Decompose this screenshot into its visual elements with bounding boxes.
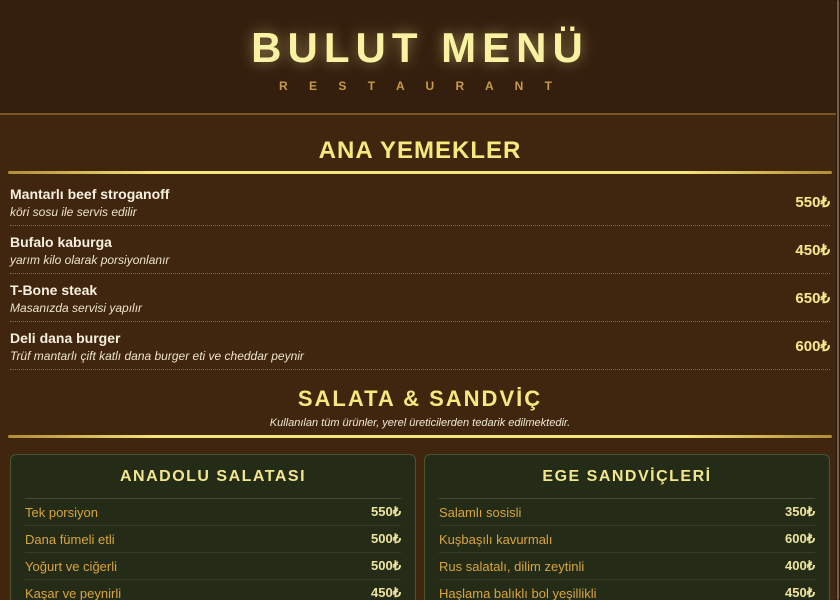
main-dishes-heading: ANA YEMEKLER [318, 137, 522, 164]
menu-item-price: 450₺ [795, 241, 830, 259]
panel-item-name: Yoğurt ve ciğerli [25, 558, 118, 574]
scrollbar-track[interactable] [836, 0, 840, 600]
sandwich-panel [424, 454, 830, 600]
panel-item-price: 450₺ [785, 585, 815, 600]
restaurant-subtitle: R E S T A U R A N T [279, 79, 561, 93]
panel-item [25, 580, 401, 600]
panel-item-price: 400₺ [785, 558, 815, 573]
panel-item [25, 499, 401, 526]
menu-item-price: 600₺ [795, 337, 830, 355]
restaurant-title: BULUT MENÜ [251, 24, 589, 71]
salad-sandwich-section [0, 370, 840, 600]
menu-item-price: 550₺ [795, 193, 830, 211]
menu-item-description: Trüf mantarlı çift katlı dana burger eti ve cheddar peynir [10, 349, 304, 363]
menu-item [10, 226, 830, 274]
panel-item-price: 600₺ [785, 531, 815, 546]
menu-header [0, 0, 840, 115]
panel-item [439, 580, 815, 600]
menu-item-description: köri sosu ile servis edilir [10, 205, 137, 219]
dish-list [0, 174, 840, 370]
menu-item [10, 178, 830, 226]
panel-item-name: Dana fümeli etli [25, 531, 115, 547]
menu-item [10, 274, 830, 322]
menu-item-name: Mantarlı beef stroganoff [10, 186, 170, 202]
menu-item [10, 322, 830, 370]
menu-item-description: yarım kilo olarak porsiyonlanır [10, 253, 170, 267]
panel-item-name: Haşlama balıklı bol yeşillikli [439, 585, 597, 600]
salad-panel [10, 454, 416, 600]
menu-item-price: 650₺ [795, 289, 830, 307]
panel-item-name: Salamlı sosisli [439, 504, 522, 520]
panel-row [0, 454, 840, 600]
panel-item [439, 553, 815, 580]
panel-item-name: Tek porsiyon [25, 504, 98, 520]
panel-heading: EGE SANDVİÇLERİ [439, 468, 815, 499]
sourcing-note: Kullanılan tüm ürünler, yerel üreticilerden tedarik edilmektedir. [269, 417, 571, 429]
menu-item-name: Bufalo kaburga [10, 234, 112, 250]
panel-item [25, 553, 401, 580]
panel-item-name: Kuşbaşılı kavurmalı [439, 531, 553, 547]
menu-item-name: T-Bone steak [10, 282, 98, 298]
panel-item-name: Rus salatalı, dilim zeytinli [439, 558, 585, 574]
menu-item-name: Deli dana burger [10, 330, 121, 346]
gold-divider [8, 435, 832, 438]
panel-item-name: Kaşar ve peynirli [25, 585, 122, 600]
panel-heading: ANADOLU SALATASI [25, 468, 401, 499]
panel-item-price: 450₺ [371, 585, 401, 600]
panel-item-price: 500₺ [371, 558, 401, 573]
panel-item-price: 500₺ [371, 531, 401, 546]
panel-item-price: 550₺ [371, 504, 401, 519]
panel-item-price: 350₺ [785, 504, 815, 519]
panel-item [439, 526, 815, 553]
scrollbar-thumb[interactable] [837, 0, 839, 600]
main-dishes-section [0, 115, 840, 370]
panel-item [25, 526, 401, 553]
panel-item [439, 499, 815, 526]
salad-sandwich-heading: SALATA & SANDVİÇ [297, 386, 543, 411]
menu-item-description: Masanızda servisi yapılır [10, 301, 143, 315]
